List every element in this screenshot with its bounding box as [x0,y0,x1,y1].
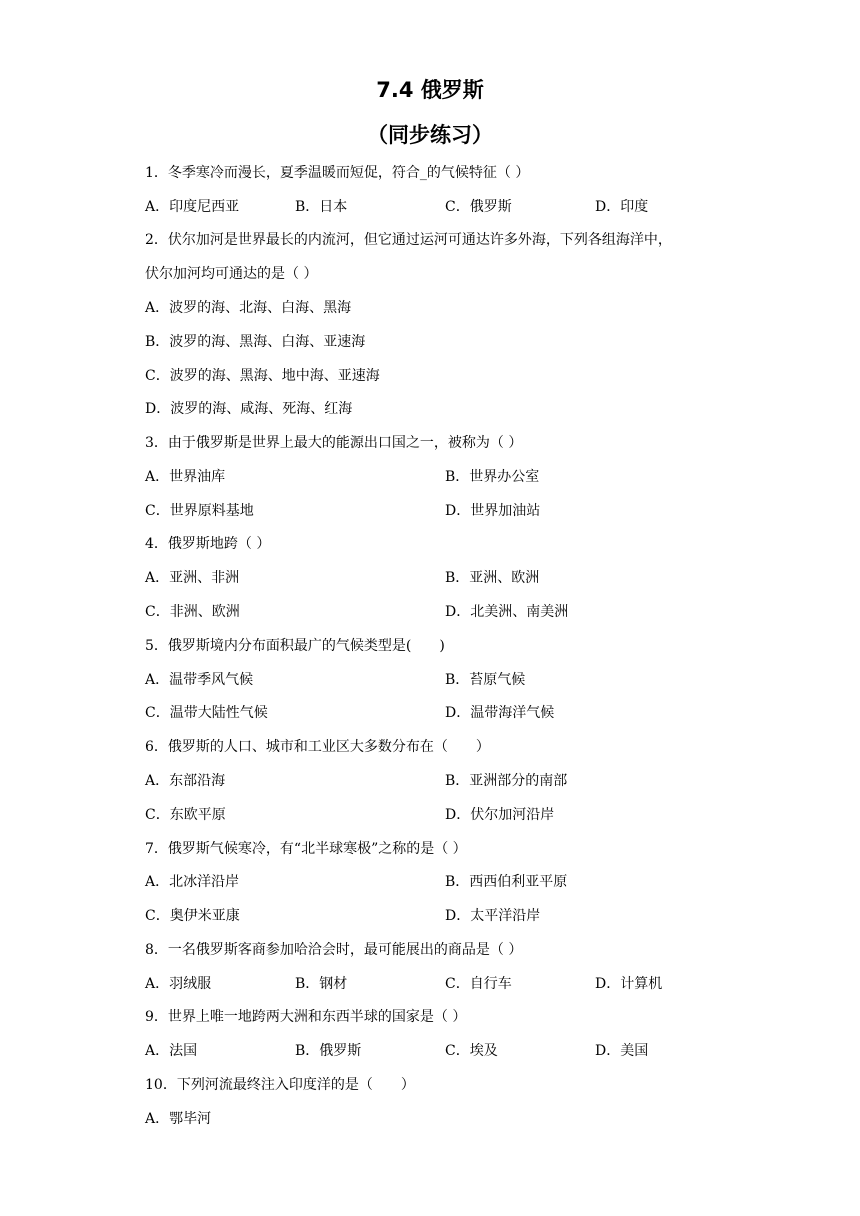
question-8-stem: 8．一名俄罗斯客商参加哈洽会时，最可能展出的商品是（ ） [145,942,523,958]
question-7-option-b: B．西西伯利亚平原 [445,874,568,890]
question-1-option-c: C．俄罗斯 [445,199,512,215]
question-3-option-d: D．世界加油站 [445,503,541,519]
question-9-stem: 9．世界上唯一地跨两大洲和东西半球的国家是（ ） [145,1009,467,1025]
question-10-stem: 10．下列河流最终注入印度洋的是（ ） [145,1077,415,1093]
question-4-option-a: A．亚洲、非洲 [145,570,240,586]
question-6-stem: 6．俄罗斯的人口、城市和工业区大多数分布在（ ） [145,739,490,755]
question-5-stem: 5．俄罗斯境内分布面积最广的气候类型是( ) [145,638,445,654]
question-5-option-a: A．温带季风气候 [145,672,254,688]
question-9-option-b: B．俄罗斯 [295,1043,362,1059]
question-5-option-b: B．苔原气候 [445,672,526,688]
question-3-option-c: C．世界原料基地 [145,503,254,519]
question-1-stem: 1．冬季寒冷而漫长，夏季温暖而短促，符合_的气候特征（ ） [145,165,530,181]
question-5-option-c: C．温带大陆性气候 [145,705,268,721]
question-5-option-d: D．温带海洋气候 [445,705,555,721]
question-3-stem: 3．由于俄罗斯是世界上最大的能源出口国之一，被称为（ ） [145,435,523,451]
question-1-option-a: A．印度尼西亚 [145,199,240,215]
question-6-option-a: A．东部沿海 [145,773,226,789]
question-9-option-d: D．美国 [595,1043,649,1059]
question-6-option-b: B．亚洲部分的南部 [445,773,568,789]
question-2-option-c: C．波罗的海、黑海、地中海、亚速海 [145,368,380,384]
question-7-stem: 7．俄罗斯气候寒冷，有“北半球寒极”之称的是（ ） [145,841,467,857]
question-10-option-a: A．鄂毕河 [145,1111,212,1127]
question-8-option-a: A．羽绒服 [145,976,212,992]
question-8-option-b: B．钢材 [295,976,348,992]
question-4-option-c: C．非洲、欧洲 [145,604,240,620]
question-6-option-d: D．伏尔加河沿岸 [445,807,555,823]
question-2-option-a: A．波罗的海、北海、白海、黑海 [145,300,352,316]
question-1-option-d: D．印度 [595,199,649,215]
question-2-stem-continued: 伏尔加河均可通达的是（ ） [145,266,318,282]
page-title: 7.4 俄罗斯 [376,78,484,102]
question-3-option-a: A．世界油库 [145,469,226,485]
question-6-option-c: C．东欧平原 [145,807,226,823]
question-1-option-b: B．日本 [295,199,348,215]
question-8-option-c: C．自行车 [445,976,512,992]
question-8-option-d: D．计算机 [595,976,663,992]
question-7-option-c: C．奥伊米亚康 [145,908,240,924]
page-subtitle: （同步练习） [367,123,493,147]
question-9-option-c: C．埃及 [445,1043,498,1059]
question-7-option-a: A．北冰洋沿岸 [145,874,240,890]
question-2-option-b: B．波罗的海、黑海、白海、亚速海 [145,334,366,350]
question-4-option-d: D．北美洲、南美洲 [445,604,569,620]
question-2-stem: 2．伏尔加河是世界最长的内流河，但它通过运河可通达许多外海，下列各组海洋中， [145,232,672,248]
question-3-option-b: B．世界办公室 [445,469,540,485]
question-4-stem: 4．俄罗斯地跨（ ） [145,536,271,552]
question-9-option-a: A．法国 [145,1043,198,1059]
question-2-option-d: D．波罗的海、咸海、死海、红海 [145,401,353,417]
question-4-option-b: B．亚洲、欧洲 [445,570,540,586]
question-7-option-d: D．太平洋沿岸 [445,908,541,924]
